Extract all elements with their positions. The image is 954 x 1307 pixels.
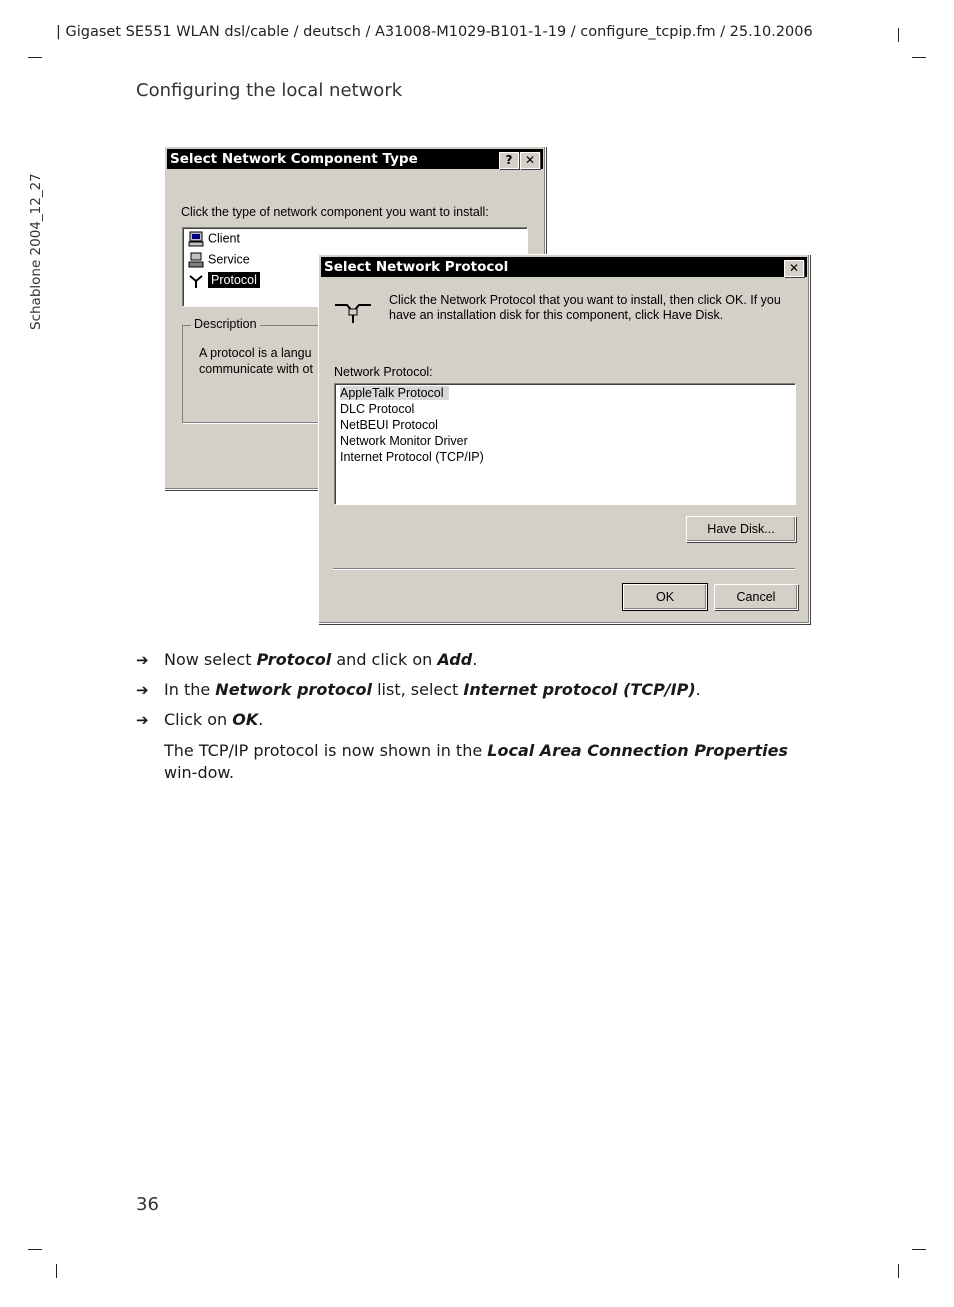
select-network-protocol-dialog: [318, 254, 810, 624]
list-item-client[interactable]: Client: [188, 231, 240, 247]
list-item-service[interactable]: Service: [188, 252, 250, 268]
arrow-icon: ➔: [136, 651, 149, 669]
dialog-title: Select Network Component Type: [170, 151, 418, 167]
list-item-network-monitor[interactable]: Network Monitor Driver: [340, 434, 468, 448]
instruction-step-3: ➔ Click on OK.: [136, 710, 264, 729]
dialog-title: Select Network Protocol: [324, 259, 509, 275]
description-label: Description: [191, 317, 260, 331]
template-label: Schablone 2004_12_27: [28, 173, 44, 330]
crop-mark: [28, 57, 42, 58]
crop-mark: [898, 28, 899, 42]
have-disk-button[interactable]: Have Disk...: [686, 516, 796, 542]
dialog-titlebar: [167, 149, 543, 169]
network-protocol-icon: [333, 299, 373, 325]
arrow-icon: ➔: [136, 711, 149, 729]
crop-mark: [898, 1264, 899, 1278]
computer-icon: [188, 231, 204, 247]
dialog-titlebar: [321, 257, 807, 277]
list-item-tcpip[interactable]: Internet Protocol (TCP/IP): [340, 450, 484, 464]
list-item-dlc[interactable]: DLC Protocol: [340, 402, 415, 416]
description-text-line-1: A protocol is a langu: [199, 346, 312, 360]
component-prompt: Click the type of network component you want to install:: [181, 205, 489, 219]
close-button[interactable]: ✕: [520, 152, 540, 169]
crop-mark: [912, 57, 926, 58]
instruction-step-1: ➔ Now select Protocol and click on Add.: [136, 650, 478, 669]
network-protocol-label: Network Protocol:: [334, 365, 433, 379]
help-button[interactable]: ?: [499, 152, 519, 169]
list-item-protocol[interactable]: Protocol: [188, 273, 260, 289]
separator: [333, 568, 795, 570]
arrow-icon: ➔: [136, 681, 149, 699]
section-title: Configuring the local network: [136, 80, 403, 101]
crop-mark: [28, 1249, 42, 1250]
protocol-instruction: Click the Network Protocol that you want to install, then click OK. If you have an installation disk for this component, click Have Disk.: [389, 293, 781, 322]
description-text-line-2: communicate with ot: [199, 362, 313, 376]
service-icon: [188, 252, 204, 268]
page-number: 36: [136, 1194, 159, 1215]
crop-mark: [56, 1264, 57, 1278]
list-item-appletalk[interactable]: AppleTalk Protocol: [340, 386, 449, 400]
cancel-button[interactable]: Cancel: [714, 584, 798, 610]
protocol-icon: [188, 273, 204, 289]
ok-button[interactable]: OK: [623, 584, 707, 610]
instruction-step-2: ➔ In the Network protocol list, select Internet protocol (TCP/IP).: [136, 680, 701, 699]
protocol-list[interactable]: [334, 383, 796, 505]
document-header: | Gigaset SE551 WLAN dsl/cable / deutsch / A31008-M1029-B101-1-19 / configure_tcpip.fm / 25.10.2006: [56, 24, 813, 40]
close-button[interactable]: ✕: [784, 260, 804, 277]
list-item-netbeui[interactable]: NetBEUI Protocol: [340, 418, 438, 432]
crop-mark: [912, 1249, 926, 1250]
result-note: The TCP/IP protocol is now shown in the Local Area Connection Properties win-dow.: [164, 741, 789, 782]
